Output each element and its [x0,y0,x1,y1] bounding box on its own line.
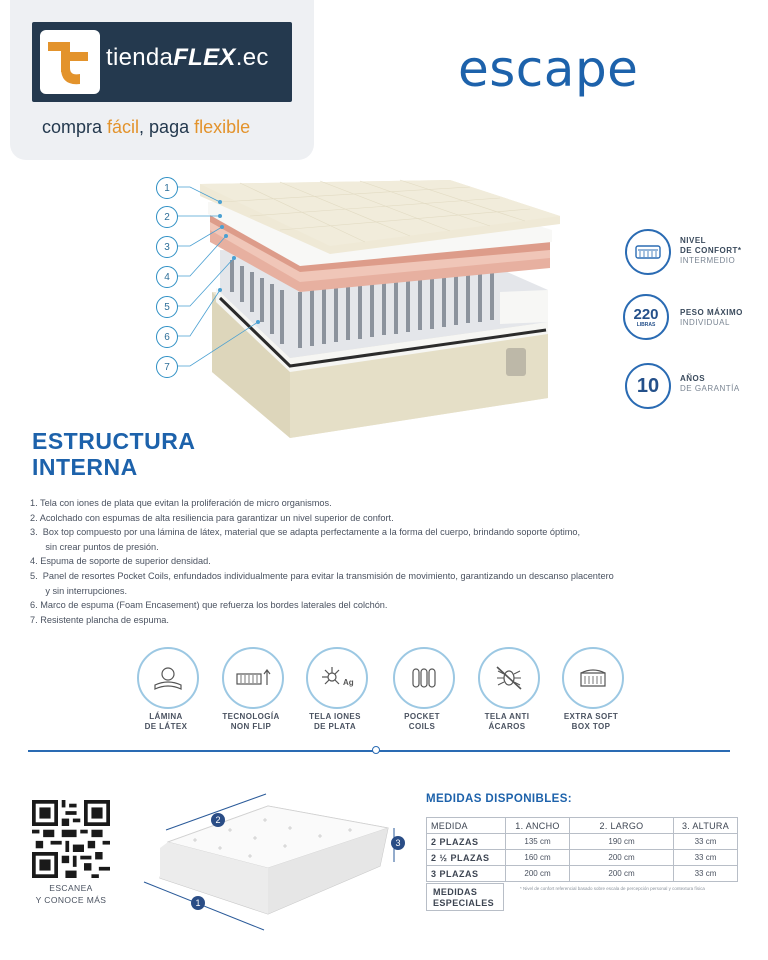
feature-item: 1. Tela con iones de plata que evitan la proliferación de micro organismos. [30,498,332,508]
label-line: EXTRA SOFT [563,712,619,721]
heading-line-2: INTERNA [32,454,138,480]
box-top-label [551,712,631,732]
pocket-coils-icon [393,647,455,709]
label-line: ÁCAROS [488,722,526,731]
mattress-dimensions-illustration [138,790,418,940]
column-header: 3. ALTURA [674,818,738,834]
features-list [30,496,614,627]
layer-callout-7: 7 [156,356,178,378]
mattress-icon [634,242,662,262]
comfort-title-1: NIVEL [680,236,707,245]
latex-sheet-icon [137,647,199,709]
slogan-part-3: , paga [139,117,195,137]
dimension-marker-1: 1 [191,896,205,910]
column-header: 2. LARGO [570,818,674,834]
comfort-title-2: DE CONFORT* [680,246,742,255]
layer-callout-4: 4 [156,266,178,288]
layer-callout-3: 3 [156,236,178,258]
label-line: COILS [408,722,436,731]
logo-bold: FLEX [173,44,236,71]
feature-item: 5. Panel de resortes Pocket Coils, enfundados individualmente para evitar la transmisión de movimiento, garantizando un descanso placentero [30,570,614,581]
table-cell: 160 cm [506,850,570,866]
max-weight-text [680,308,743,328]
silver-ions-icon [306,647,368,709]
table-cell: 33 cm [674,834,738,850]
table-cell: 200 cm [570,866,674,882]
sizes-title: MEDIDAS DISPONIBLES: [426,793,573,805]
anti-mite-label [467,712,547,732]
label-line: BOX TOP [571,722,611,731]
table-header-row [427,818,738,834]
anti-mite-icon [478,647,540,709]
label-line: TELA ANTI [484,712,530,721]
feature-item: 2. Acolchado con espumas de alta resiliencia para garantizar un nivel superior de confort. [30,512,394,523]
layer-callout-6: 6 [156,326,178,348]
table-cell: 200 cm [506,866,570,882]
comfort-sub: INTERMEDIO [680,256,736,265]
slogan-part-2: fácil [107,117,140,137]
slogan-part-4: flexible [194,117,251,137]
slogan-part-1: compra [42,117,108,137]
comfort-level-badge [625,229,671,275]
section-heading [32,428,195,480]
non-flip-icon [222,647,284,709]
warranty-badge: 10 [625,363,671,409]
silver-ions-label [295,712,375,732]
label-line: TELA IONES [309,712,361,721]
special-sizes-box [426,883,504,911]
label-line: TECNOLOGÍA [222,712,280,721]
table-cell: 33 cm [674,866,738,882]
table-cell: 33 cm [674,850,738,866]
table-row [427,866,738,882]
label-line: DE LÁTEX [144,722,188,731]
qr-caption [22,882,120,906]
dimension-marker-2: 2 [211,813,225,827]
heading-line-1: ESTRUCTURA [32,428,196,454]
table-cell: 2 ½ PLAZAS [427,850,506,866]
label-line: POCKET [404,712,440,721]
table-cell: 3 PLAZAS [427,866,506,882]
feature-item: 6. Marco de espuma (Foam Encasement) que refuerza los bordes laterales del colchón. [30,600,388,611]
table-cell: 200 cm [570,850,674,866]
layer-callout-1: 1 [156,177,178,199]
qr-caption-line-1: ESCANEA [49,883,93,893]
latex-sheet-label [126,712,206,732]
comfort-footnote: * Nivel de confort referencial basado sobre escala de percepción personal y contextura física [520,886,705,891]
ag-symbol: Ag [343,678,354,687]
special-line-2: ESPECIALES [433,898,495,908]
table-cell: 190 cm [570,834,674,850]
logo-wordmark [106,44,269,72]
max-weight-badge [623,294,669,340]
qr-code[interactable] [32,800,110,878]
tiendaflex-logo-icon [40,30,100,94]
pocket-coils-label [382,712,462,732]
logo-suffix: .ec [235,44,269,71]
comfort-level-text [680,236,742,266]
feature-item: y sin interrupciones. [30,585,128,596]
weight-title: PESO MÁXIMO [680,308,743,317]
table-row [427,850,738,866]
dimension-marker-3: 3 [391,836,405,850]
layer-callout-2: 2 [156,206,178,228]
layer-callout-5: 5 [156,296,178,318]
table-cell: 135 cm [506,834,570,850]
weight-sub: INDIVIDUAL [680,318,730,327]
special-line-1: MEDIDAS [433,887,478,897]
warranty-text [680,374,740,394]
box-top-icon [562,647,624,709]
slogan [42,117,250,138]
divider-dot [372,746,380,754]
feature-item: sin crear puntos de presión. [30,541,159,552]
qr-caption-line-2: Y CONOCE MÁS [35,895,107,905]
brand-name: escape [458,40,639,98]
label-line: NON FLIP [230,722,272,731]
warranty-title: AÑOS [680,374,706,383]
table-cell: 2 PLAZAS [427,834,506,850]
max-weight-value: 220 [633,305,659,323]
table-row [427,834,738,850]
column-header: 1. ANCHO [506,818,570,834]
feature-item: 7. Resistente plancha de espuma. [30,614,169,625]
feature-item: 4. Espuma de soporte de superior densidad. [30,556,211,567]
non-flip-label [211,712,291,732]
label-line: LÁMINA [149,712,183,721]
column-header: MEDIDA [427,818,506,834]
max-weight-unit: LIBRAS [636,321,656,328]
logo-prefix: tienda [106,44,174,71]
sizes-table [426,817,738,882]
label-line: DE PLATA [313,722,356,731]
warranty-sub: DE GARANTÍA [680,384,740,393]
feature-item: 3. Box top compuesto por una lámina de látex, material que se adapta perfectamente a la forma del cuerpo, brindando soporte óptimo, [30,527,581,538]
